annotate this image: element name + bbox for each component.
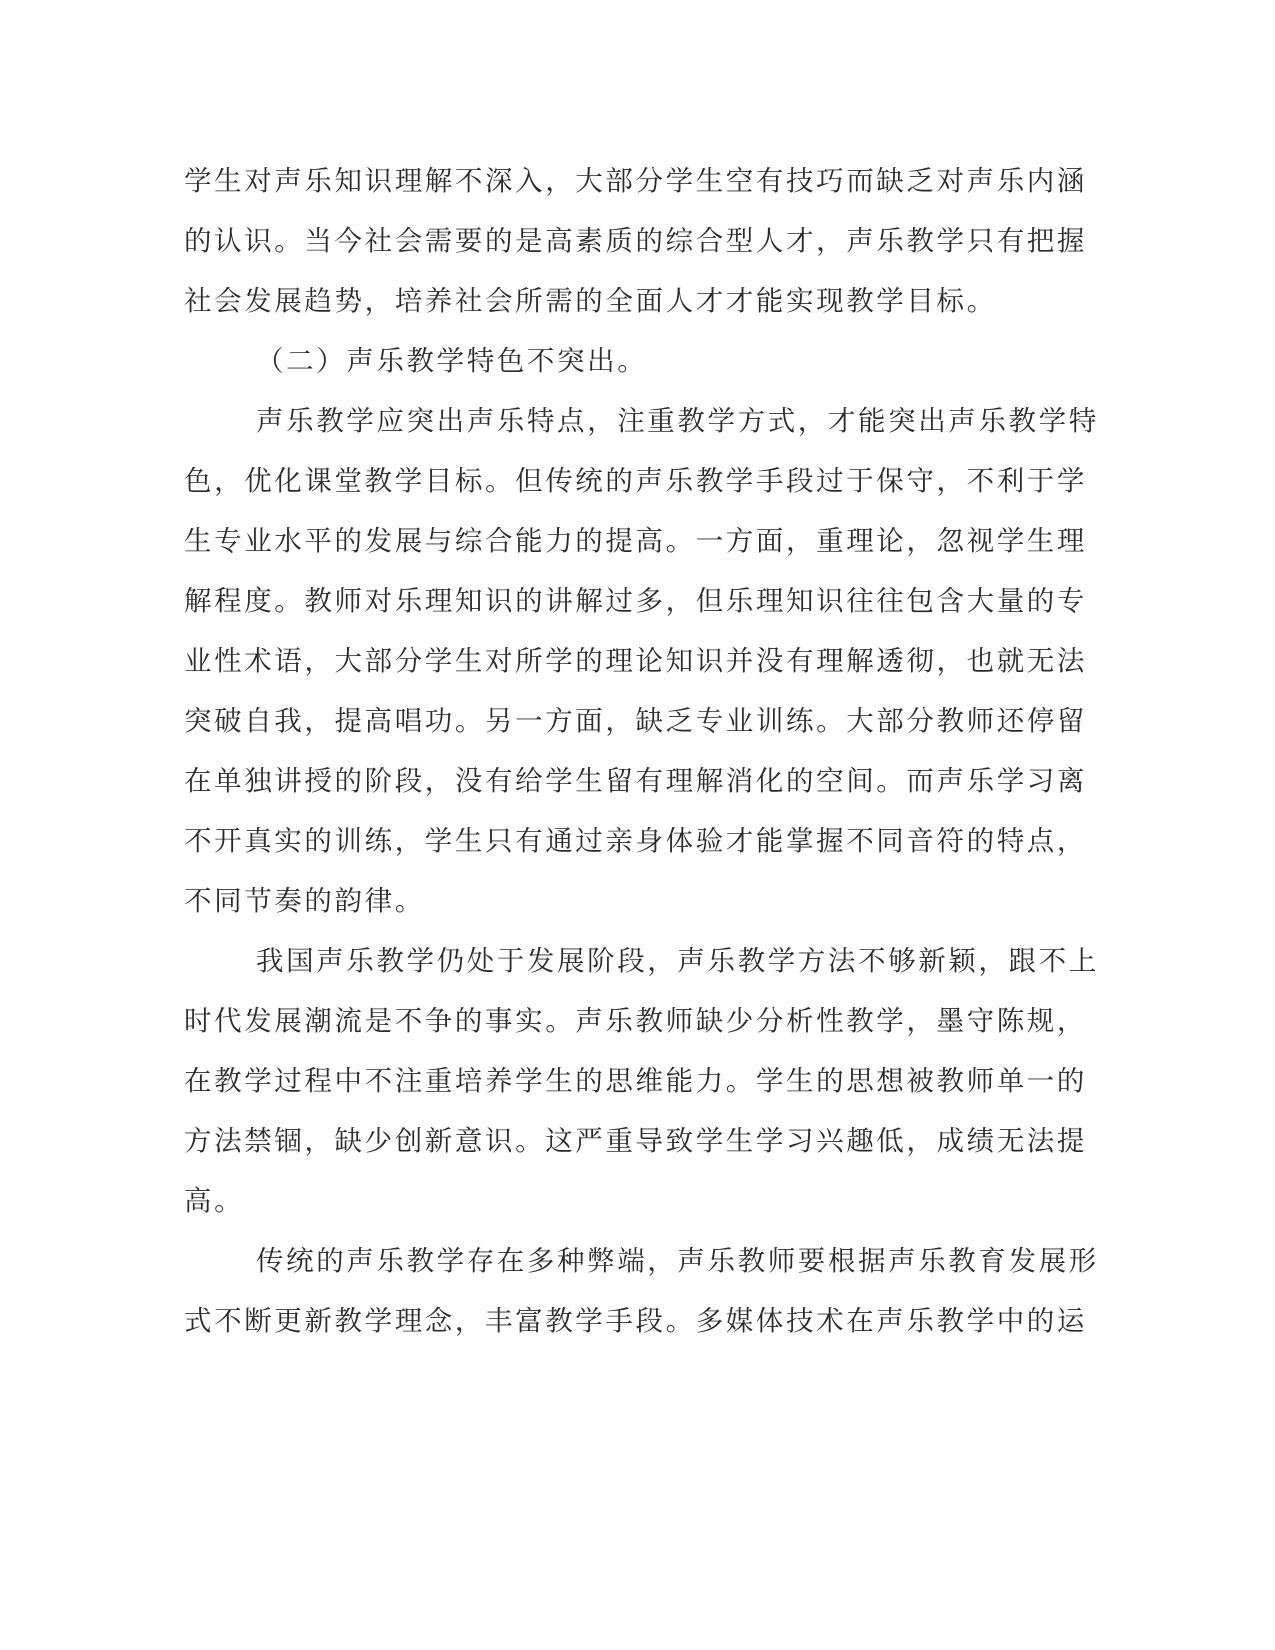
section-heading <box>184 331 1034 391</box>
text-line: 学生对声乐知识理解不深入，大部分学生空有技巧而缺乏对声乐内涵 <box>184 165 1087 197</box>
text-line: 时代发展潮流是不争的事实。声乐教师缺少分析性教学，墨守陈规， <box>184 1005 1087 1037</box>
body-text <box>184 151 1099 1351</box>
text-line: 在教学过程中不注重培养学生的思维能力。学生的思想被教师单一的 <box>184 1065 1087 1097</box>
paragraph-2 <box>184 391 1099 931</box>
text-line: 社会发展趋势，培养社会所需的全面人才才能实现教学目标。 <box>184 285 997 317</box>
text-line: 不同节奏的韵律。 <box>184 885 425 917</box>
text-line: 生专业水平的发展与综合能力的提高。一方面，重理论，忽视学生理 <box>184 525 1087 557</box>
text-line: 解程度。教师对乐理知识的讲解过多，但乐理知识往往包含大量的专 <box>184 585 1087 617</box>
text-line: 传统的声乐教学存在多种弊端，声乐教师要根据声乐教育发展形 <box>256 1245 1099 1277</box>
paragraph-3 <box>184 931 1099 1231</box>
paragraph-1 <box>184 151 1087 331</box>
text-line: 的认识。当今社会需要的是高素质的综合型人才，声乐教学只有把握 <box>184 225 1087 257</box>
text-line: 色，优化课堂教学目标。但传统的声乐教学手段过于保守，不利于学 <box>184 465 1087 497</box>
text-line: 不开真实的训练，学生只有通过亲身体验才能掌握不同音符的特点， <box>184 825 1087 857</box>
heading-text: （二）声乐教学特色不突出。 <box>256 345 648 377</box>
text-line: 业性术语，大部分学生对所学的理论知识并没有理解透彻，也就无法 <box>184 645 1087 677</box>
text-line: 声乐教学应突出声乐特点，注重教学方式，才能突出声乐教学特 <box>256 405 1099 437</box>
text-line: 突破自我，提高唱功。另一方面，缺乏专业训练。大部分教师还停留 <box>184 705 1087 737</box>
text-line: 我国声乐教学仍处于发展阶段，声乐教学方法不够新颖，跟不上 <box>256 945 1099 977</box>
text-line: 方法禁锢，缺少创新意识。这严重导致学生学习兴趣低，成绩无法提 <box>184 1125 1087 1157</box>
text-line: 在单独讲授的阶段，没有给学生留有理解消化的空间。而声乐学习离 <box>184 765 1087 797</box>
text-line: 式不断更新教学理念，丰富教学手段。多媒体技术在声乐教学中的运 <box>184 1305 1087 1337</box>
text-line: 高。 <box>184 1185 245 1217</box>
paragraph-4 <box>184 1231 1099 1351</box>
